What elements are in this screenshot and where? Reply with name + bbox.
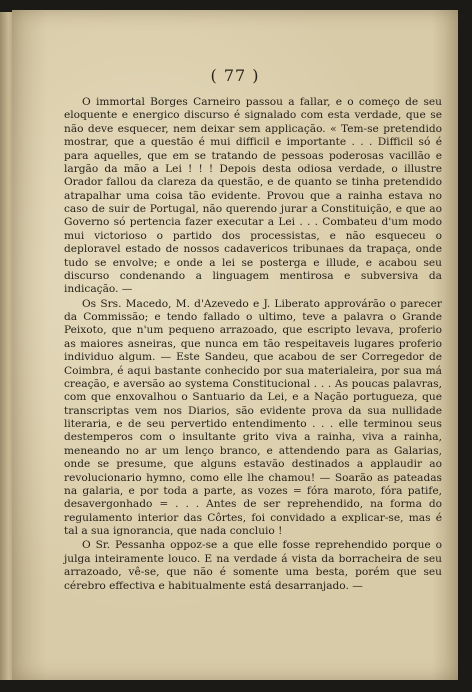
paragraph-3: O Sr. Pessanha oppoz-se a que elle fosse reprehendido porque o julga inteiramente louco. E na verdade á vista da borracheira de seu arrazoado, vê-se, que não é somente uma besta, porém que seu cérebro effectiva e habitualmente está desarranjado. —: [64, 539, 442, 592]
body-text: [64, 96, 442, 593]
paragraph-1: O immortal Borges Carneiro passou a fallar, e o começo de seu eloquente e energico discurso é signalado com esta verdade, que se não deve esquecer, nem deixar sem applicação. « Tem-se pretendido mostrar, que a questão é mui difficil e importante . . . Difficil só é para aquelles, que em se tratando de pessoas poderosas vacillão e largão da mão a Lei ! ! ! Depois desta odiosa verdade, o illustre Orador fallou da clareza da questão, e de quanto se tinha pretendido atrapalhar uma coisa tão evidente. Provou que a rainha estava no caso de suir de Portugal, não querendo jurar a Constituição, e que ao Governo só pertencia fazer executar a Lei . . . Combateu d'um modo mui victorioso o partido dos processistas, e não esqueceu o deploravel estado de nossos cadavericos tribunaes da trapaça, onde tudo se envolve; e onde a lei se posterga e illude, e acabou seu discurso condenando a linguagem mentirosa e subversiva da indicação. —: [64, 96, 442, 296]
paragraph-2: Os Srs. Macedo, M. d'Azevedo e J. Liberato approvárão o parecer da Commissão; e tendo fallado o ultimo, teve a palavra o Grande Peixoto, que n'um pequeno arrazoado, que escripto levava, proferio as maiores asneiras, que nunca em tão respeitaveis lugares proferio individuo algum. — Este Sandeu, que acabou de ser Corregedor de Coimbra, é aqui bastante conhecido por sua materialeira, por sua má creação, e aversão ao systema Constitucional . . . As poucas palavras, com que enxovalhou o Santuario da Lei, e a Nação portugueza, que transcriptas vem nos Diarios, são evidente prova da sua nullidade literaria, e de seu pervertido entendimento . . . elle terminou seus destemperos com o insultante grito viva a rainha, viva a rainha, meneando no ar um lenço branco, e attendendo para as Galarias, onde se presume, que alguns estavão destinados a applaudir ao revolucionario hymno, como elle lhe chamou! — Soarão as pateadas na galaria, e por toda a parte, as vozes = fóra maroto, fóra patife, desavergonhado = . . . Antes de ser reprehendido, na forma do regulamento interior das Côrtes, foi convidado a explicar-se, mas é tal a sua ignorancia, que nada concluio !: [64, 297, 442, 537]
book-page: [12, 10, 458, 680]
page-number: ( 77 ): [210, 66, 260, 85]
